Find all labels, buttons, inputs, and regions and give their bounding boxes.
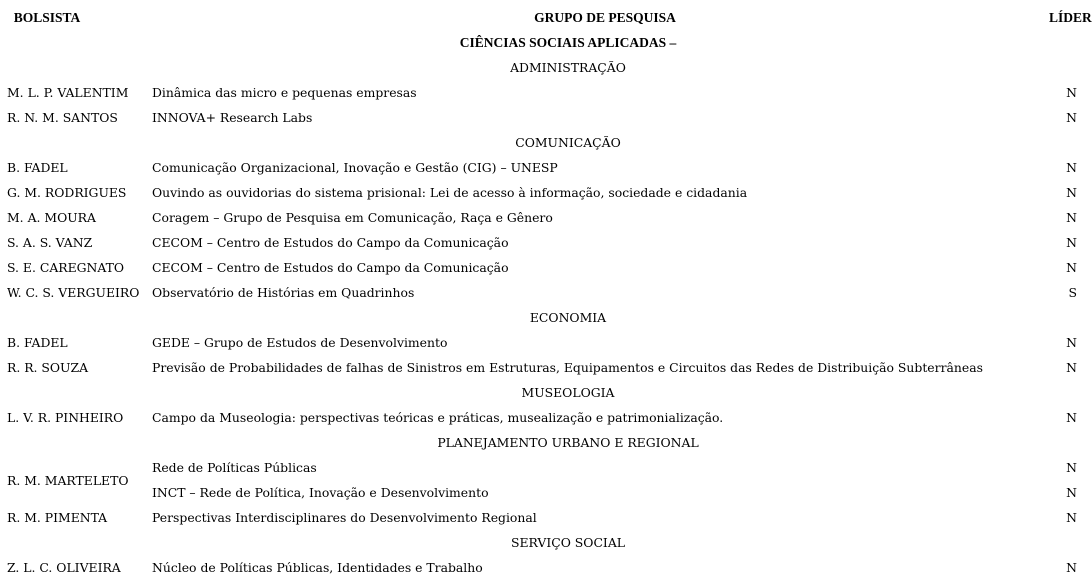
section-title: ECONOMIA bbox=[529, 310, 607, 325]
grupo-cell: Ouvindo as ouvidorias do sistema prisional: Lei de acesso à informação, sociedade e cidadania bbox=[152, 185, 748, 200]
section-title: ADMINISTRAÇÃO bbox=[510, 60, 626, 75]
grupo-cell: INNOVA+ Research Labs bbox=[152, 110, 313, 125]
section-title: COMUNICAÇÃO bbox=[515, 135, 621, 150]
lider-cell: N bbox=[1066, 410, 1077, 425]
section-row-servico-social bbox=[3, 530, 1083, 555]
grupo-cell: Previsão de Probabilidades de falhas de Sinistros em Estruturas, Equipamentos e Circuitos das Redes de Distribuição Subterrâneas bbox=[152, 360, 983, 375]
table-row bbox=[3, 255, 1083, 280]
grupo-cell: Comunicação Organizacional, Inovação e Gestão (CIG) – UNESP bbox=[152, 160, 558, 175]
lider-cell: N bbox=[1066, 210, 1077, 225]
table-body bbox=[3, 30, 1083, 580]
grupo-cell: Núcleo de Políticas Públicas, Identidades e Trabalho bbox=[152, 560, 483, 575]
bolsista-cell: S. E. CAREGNATO bbox=[7, 260, 125, 275]
grupo-cell: Rede de Políticas Públicas bbox=[152, 460, 317, 475]
header-grupo: GRUPO DE PESQUISA bbox=[534, 9, 676, 25]
lider-cell: N bbox=[1066, 360, 1077, 375]
table-row bbox=[3, 80, 1083, 105]
top-area-title: CIÊNCIAS SOCIAIS APLICADAS – bbox=[459, 35, 677, 50]
lider-cell: N bbox=[1066, 485, 1077, 500]
lider-cell: N bbox=[1066, 510, 1077, 525]
lider-cell: N bbox=[1066, 260, 1077, 275]
grupo-cell: CECOM – Centro de Estudos do Campo da Comunicação bbox=[152, 260, 509, 275]
table-row bbox=[3, 455, 1083, 480]
bolsista-cell: B. FADEL bbox=[7, 335, 68, 350]
section-title: PLANEJAMENTO URBANO E REGIONAL bbox=[437, 435, 699, 450]
table-row bbox=[3, 480, 1083, 505]
lider-cell: N bbox=[1066, 560, 1077, 575]
header-row bbox=[3, 5, 1083, 30]
bolsista-cell: R. M. PIMENTA bbox=[7, 510, 108, 525]
section-row-economia bbox=[3, 305, 1083, 330]
grupo-cell: Campo da Museologia: perspectivas teóricas e práticas, musealização e patrimonialização. bbox=[152, 410, 724, 425]
grupo-cell: CECOM – Centro de Estudos do Campo da Comunicação bbox=[152, 235, 509, 250]
table-row bbox=[3, 555, 1083, 580]
bolsista-cell: R. R. SOUZA bbox=[7, 360, 89, 375]
top-area-row bbox=[3, 30, 1083, 55]
section-row-museologia bbox=[3, 380, 1083, 405]
bolsista-cell: M. A. MOURA bbox=[7, 210, 96, 225]
table-row bbox=[3, 155, 1083, 180]
researchers-table bbox=[3, 5, 1092, 580]
grupo-cell: GEDE – Grupo de Estudos de Desenvolvimento bbox=[152, 335, 448, 350]
section-title: SERVIÇO SOCIAL bbox=[510, 535, 626, 550]
section-row-planejamento-urbano-e-regional bbox=[3, 430, 1083, 455]
section-row-administracao bbox=[3, 55, 1083, 80]
header-bolsista: BOLSISTA bbox=[13, 9, 81, 25]
table-row bbox=[3, 505, 1083, 530]
lider-cell: N bbox=[1066, 110, 1077, 125]
grupo-cell: Dinâmica das micro e pequenas empresas bbox=[152, 85, 417, 100]
lider-cell: N bbox=[1066, 235, 1077, 250]
lider-cell: N bbox=[1066, 85, 1077, 100]
grupo-cell: Coragem – Grupo de Pesquisa em Comunicação, Raça e Gênero bbox=[152, 210, 553, 225]
header-lider: LÍDER bbox=[1049, 9, 1092, 25]
bolsista-cell: Z. L. C. OLIVEIRA bbox=[7, 560, 121, 575]
bolsista-cell: M. L. P. VALENTIM bbox=[7, 85, 129, 100]
lider-cell: N bbox=[1066, 185, 1077, 200]
lider-cell: N bbox=[1066, 160, 1077, 175]
table-row bbox=[3, 355, 1083, 380]
bolsista-cell: B. FADEL bbox=[7, 160, 68, 175]
grupo-cell: INCT – Rede de Política, Inovação e Desenvolvimento bbox=[152, 485, 489, 500]
table-row bbox=[3, 180, 1083, 205]
bolsista-cell: R. M. MARTELETO bbox=[7, 472, 129, 488]
table-row bbox=[3, 105, 1083, 130]
grupo-cell: Observatório de Histórias em Quadrinhos bbox=[152, 285, 415, 300]
table-row bbox=[3, 205, 1083, 230]
bolsista-cell: S. A. S. VANZ bbox=[7, 235, 93, 250]
section-row-comunicacao bbox=[3, 130, 1083, 155]
table-row bbox=[3, 280, 1083, 305]
lider-cell: N bbox=[1066, 460, 1077, 475]
bolsista-cell: L. V. R. PINHEIRO bbox=[7, 410, 124, 425]
table-row bbox=[3, 230, 1083, 255]
table-row bbox=[3, 330, 1083, 355]
lider-cell: N bbox=[1066, 335, 1077, 350]
bolsista-cell: W. C. S. VERGUEIRO bbox=[7, 285, 140, 300]
table-row bbox=[3, 405, 1083, 430]
table-header bbox=[3, 5, 1092, 30]
bolsista-cell: R. N. M. SANTOS bbox=[7, 110, 118, 125]
bolsista-cell: G. M. RODRIGUES bbox=[7, 185, 127, 200]
grupo-cell: Perspectivas Interdisciplinares do Desenvolvimento Regional bbox=[152, 510, 537, 525]
lider-cell: S bbox=[1068, 285, 1077, 300]
section-title: MUSEOLOGIA bbox=[521, 385, 615, 400]
